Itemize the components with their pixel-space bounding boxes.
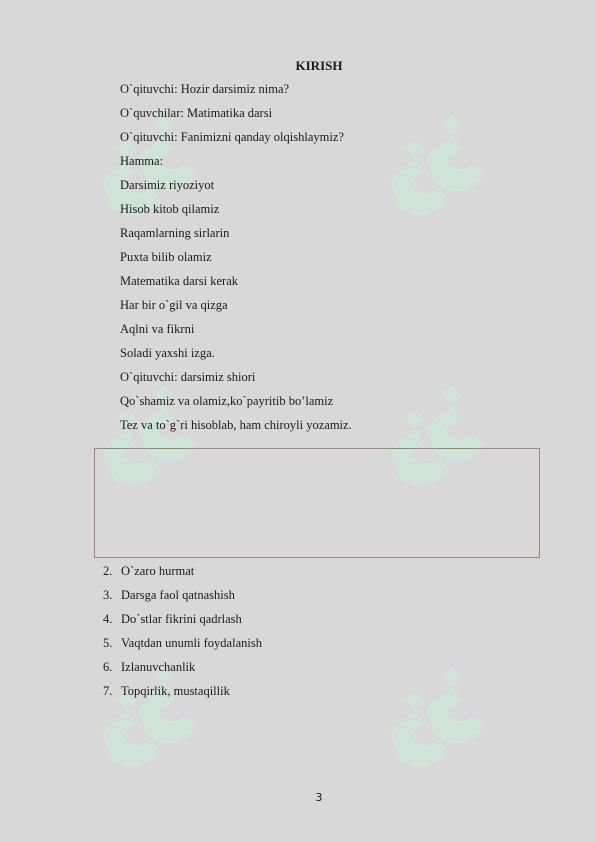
dialogue-line: Tez va to`g`ri hisoblab, ham chiroyli yozamiz.: [120, 418, 352, 432]
dialogue-line: O`quvchilar: Matimatika darsi: [120, 106, 273, 120]
list-item-text: O`zaro hurmat: [121, 564, 195, 578]
empty-image-frame: [94, 448, 540, 558]
dialogue-line: Hamma:: [120, 154, 164, 168]
list-item-number: 4.: [103, 612, 113, 626]
watermark-soff-logo: [370, 60, 530, 250]
list-item-text: Vaqtdan unumli foydalanish: [121, 636, 262, 650]
dialogue-line: O`qituvchi: Fanimizni qanday olqishlaymiz?: [120, 130, 344, 144]
list-item-text: Darsga faol qatnashish: [121, 588, 235, 602]
list-item-number: 3.: [103, 588, 113, 602]
list-item-number: 7.: [103, 684, 113, 698]
list-item: [103, 564, 194, 579]
dialogue-line: Hisob kitob qilamiz: [120, 202, 220, 216]
list-item: [103, 636, 262, 651]
list-item: [103, 588, 235, 603]
dialogue-line: Raqamlarning sirlarin: [120, 226, 230, 240]
dialogue-line: Puxta bilib olamiz: [120, 250, 212, 264]
list-item-text: Do`stlar fikrini qadrlash: [121, 612, 242, 626]
list-item-text: Izlanuvchanlik: [121, 660, 196, 674]
dialogue-line: Qo`shamiz va olamiz,ko`payritib bo’lamiz: [120, 394, 334, 408]
list-item: [103, 684, 230, 699]
section-title: KIRISH: [295, 58, 343, 73]
dialogue-line: Darsimiz riyoziyot: [120, 178, 215, 192]
page-number: 3: [315, 791, 323, 804]
dialogue-line: O`qituvchi: darsimiz shiori: [120, 370, 256, 384]
list-item: [103, 612, 242, 627]
watermark-soff-logo: [370, 612, 530, 802]
list-item-text: Topqirlik, mustaqillik: [121, 684, 230, 698]
list-item: [103, 660, 195, 675]
list-item-number: 2.: [103, 564, 113, 578]
dialogue-line: O`qituvchi: Hozir darsimiz nima?: [120, 82, 290, 96]
list-item-number: 5.: [103, 636, 113, 650]
dialogue-line: Soladi yaxshi izga.: [120, 346, 215, 360]
dialogue-line: Matematika darsi kerak: [120, 274, 239, 288]
dialogue-line: Aqlni va fikrni: [120, 322, 195, 336]
dialogue-line: Har bir o`gil va qizga: [120, 298, 228, 312]
list-item-number: 6.: [103, 660, 113, 674]
